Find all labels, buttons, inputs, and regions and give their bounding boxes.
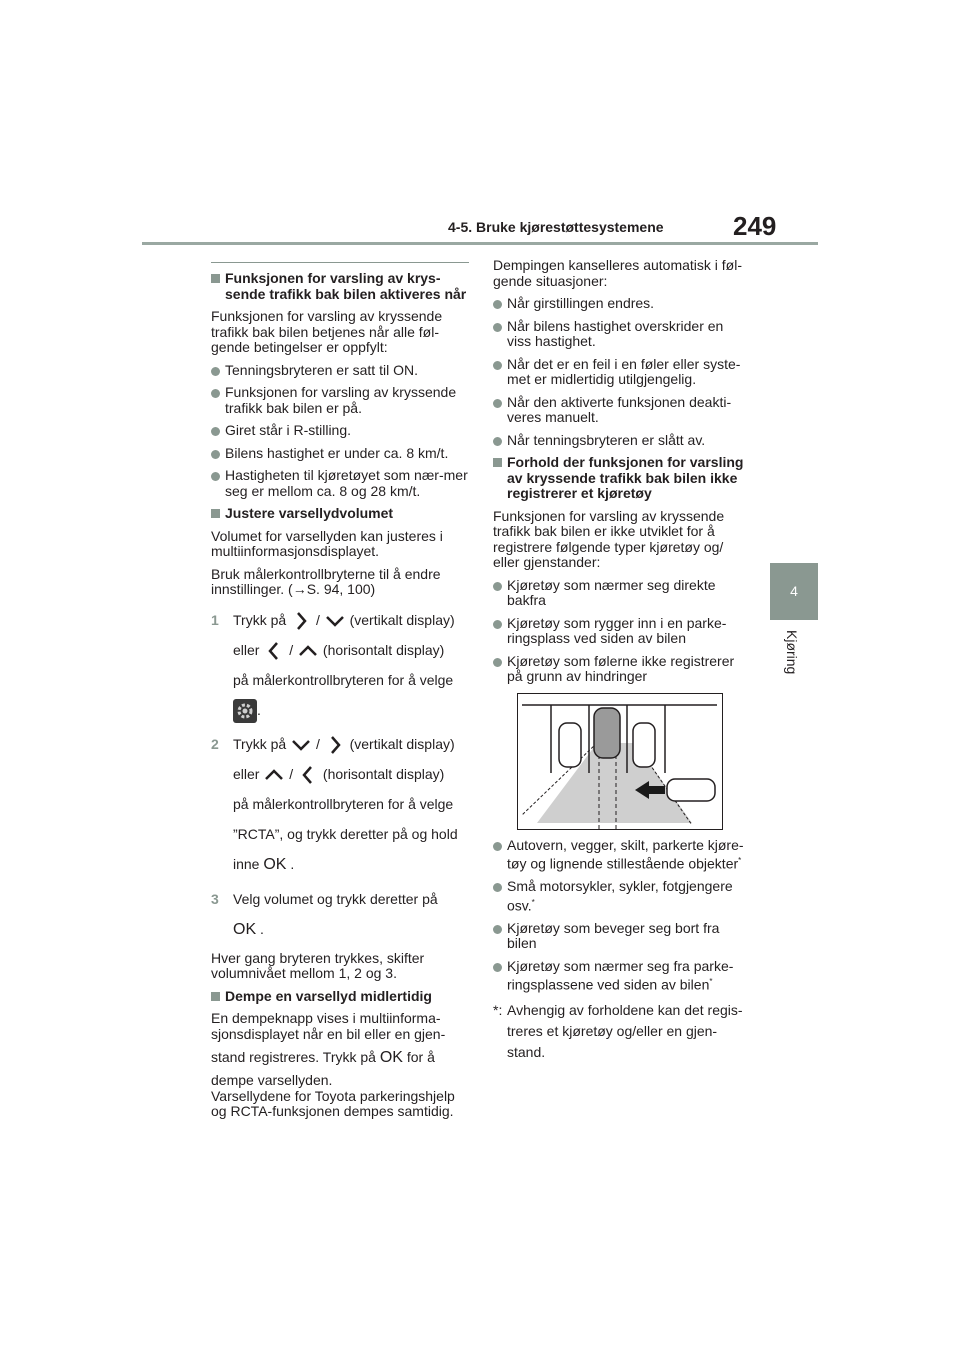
header-rule [142, 242, 818, 245]
step-1: 1 Trykk på / (vertikalt display) eller / (horisontalt display) på målerkontrollbryteren for å velge . [211, 605, 469, 725]
chevron-left-icon [263, 640, 285, 662]
list-item: Små motorsykler, sykler, fotgjengere osv.* [493, 879, 751, 914]
paragraph: En dempeknapp vises i multiinforma-sjonsdisplayet når en bil eller en gjen- [211, 1010, 446, 1042]
list-item: Når det er en feil i en føler eller syste-met er midlertidig utilgjengelig. [493, 357, 751, 388]
list-item: Giret står i R-stilling. [211, 423, 469, 439]
paragraph: Funksjonen for varsling av kryssende trafikk bak bilen betjenes når alle føl-gende betingelser er oppfylt: [211, 308, 443, 355]
ok-button-icon: OK [263, 855, 287, 873]
paragraph: Bruk målerkontrollbryterne til å endre innstillinger. (→S. 94, 100) [211, 565, 441, 597]
ok-button-icon: OK [233, 920, 257, 938]
own-car [594, 708, 620, 758]
parking-diagram [517, 693, 723, 830]
ok-button-icon: OK [379, 1049, 403, 1066]
paragraph: Volumet for varsellyden kan justeres i multiinformasjonsdisplayet. [211, 527, 443, 559]
paragraph: Varsellydene for Toyota parkeringshjelp og RCTA-funksjonen dempes samtidig. [211, 1087, 455, 1119]
chevron-left-icon [297, 764, 319, 786]
heading-activation: Funksjonen for varsling av krys-sende trafikk bak bilen aktiveres når [211, 271, 469, 302]
heading-mute: Dempe en varsellyd midlertidig [211, 989, 469, 1005]
page-number: 249 [733, 211, 777, 241]
list-item: Kjøretøy som beveger seg bort fra bilen [493, 921, 751, 952]
chapter-label: Kjøring [784, 630, 800, 675]
step-3: 3 Velg volumet og trykk deretter på OK . [211, 890, 438, 938]
chevron-up-icon [297, 640, 319, 662]
paragraph: Dempingen kanselleres automatisk i føl-gende situasjoner: [493, 257, 742, 289]
chevron-right-icon [290, 610, 312, 632]
right-column [493, 258, 751, 1063]
list-item: Når bilens hastighet overskrider en viss hastighet. [493, 319, 751, 350]
list-item: Kjøretøy som rygger inn i en parke-ringsplass ved siden av bilen [493, 616, 751, 647]
paragraph: stand registreres. Trykk på OK for å [211, 1049, 435, 1066]
section-title: 4-5. Bruke kjørestøttesystemene [448, 219, 664, 235]
paragraph: Hver gang bryteren trykkes, skifter volumnivået mellom 1, 2 og 3. [211, 949, 425, 981]
chevron-down-icon [324, 610, 346, 632]
list-item: Når den aktiverte funksjonen deakti-veres manuelt. [493, 395, 751, 426]
heading-conditions: Forhold der funksjonen for varsling av kryssende trafikk bak bilen ikke registrerer et kjøretøy [493, 455, 751, 502]
chapter-tab: 4 [770, 563, 818, 620]
parked-car [559, 723, 581, 767]
section-rule [211, 262, 469, 263]
list-item: Kjøretøy som nærmer seg direkte bakfra [493, 578, 751, 609]
heading-volume: Justere varsellydvolumet [211, 506, 469, 522]
list-item: Kjøretøy som følerne ikke registrerer på grunn av hindringer [493, 654, 751, 685]
approaching-car [667, 779, 715, 801]
list-item: Tenningsbryteren er satt til ON. [211, 363, 469, 379]
list-item: Autovern, vegger, skilt, parkerte kjøre-tøy og lignende stillestående objekter* [493, 838, 751, 873]
list-item: Når girstillingen endres. [493, 296, 751, 312]
chevron-down-icon [290, 734, 312, 756]
list-item: Når tenningsbryteren er slått av. [493, 433, 751, 449]
parked-car [633, 723, 655, 767]
footnote: *: Avhengig av forholdene kan det regis- treres et kjøretøy og/eller en gjen- stand. [493, 1002, 743, 1061]
list-item: Hastigheten til kjøretøyet som nær-mer seg er mellom ca. 8 og 28 km/t. [211, 468, 469, 499]
paragraph: dempe varsellyden. [211, 1072, 333, 1088]
list-item: Funksjonen for varsling av kryssende trafikk bak bilen er på. [211, 385, 469, 416]
step-2: 2 Trykk på / (vertikalt display) eller / (horisontalt display) på målerkontrollbryteren for å velge ”RCTA”, og trykk deretter på og hold inne OK . [211, 735, 458, 873]
settings-gear-icon [233, 699, 257, 723]
list-item: Kjøretøy som nærmer seg fra parke-ringsplassene ved siden av bilen* [493, 959, 751, 994]
chevron-up-icon [263, 764, 285, 786]
chevron-right-icon [324, 734, 346, 756]
left-column [211, 262, 469, 1127]
list-item: Bilens hastighet er under ca. 8 km/t. [211, 446, 469, 462]
paragraph: Funksjonen for varsling av kryssende trafikk bak bilen er ikke utviklet for å registrere følgende typer kjøretøy og/ eller gjenstander: [493, 507, 725, 570]
